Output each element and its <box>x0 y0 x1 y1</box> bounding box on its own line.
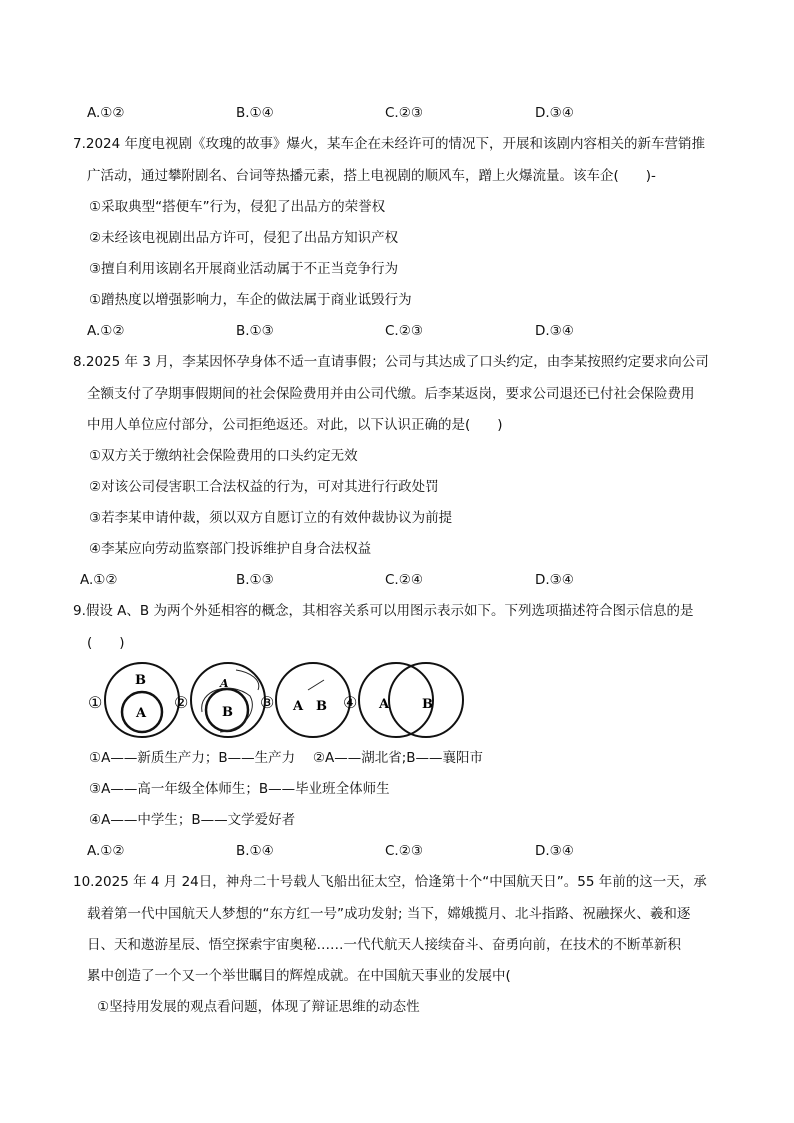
figure-label-3: ③ <box>260 693 275 712</box>
q8-option-a[interactable]: A.①② <box>80 572 118 588</box>
q10-statement-1: ①坚持用发展的观点看问题，体现了辩证思维的动态性 <box>97 999 420 1015</box>
fig3-scribble-mark <box>308 680 324 690</box>
q9-option-c[interactable]: C.②③ <box>385 843 423 859</box>
q9-option-b[interactable]: B.①④ <box>236 843 274 859</box>
q8-stem-line-3: 中用人单位应付部分，公司拒绝返还。对此，以下认识正确的是( ) <box>87 417 503 433</box>
q7-statement-2: ②未经该电视剧出品方许可，侵犯了出品方知识产权 <box>89 230 399 246</box>
q8-options <box>80 571 740 589</box>
q7-option-b[interactable]: B.①③ <box>236 323 274 339</box>
q9-statement-1-2: ①A——新质生产力；B——生产力 ②A——湖北省;B——襄阳市 <box>89 750 484 766</box>
q6-option-b[interactable]: B.①④ <box>236 105 274 121</box>
q8-option-d[interactable]: D.③④ <box>535 572 574 588</box>
fig1-label-a: A <box>136 706 147 721</box>
fig2-scribble-label: A <box>220 677 229 690</box>
q7-option-a[interactable]: A.①② <box>87 323 125 339</box>
fig3-label-b: B <box>316 699 327 714</box>
q10-stem-line-3: 日、天和遨游星辰、悟空探索宇宙奥秘……一代代航天人接续奋斗、奋勇向前，在技术的不断革新积 <box>87 937 681 953</box>
fig4-label-b: B <box>422 697 433 712</box>
q6-option-c[interactable]: C.②③ <box>385 105 423 121</box>
q7-statement-4: ①蹭热度以增强影响力，车企的做法属于商业诋毁行为 <box>89 292 412 308</box>
venn-diagram-figure <box>80 660 470 740</box>
q8-statement-3: ③若李某申请仲裁，须以双方自愿订立的有效仲裁协议为前提 <box>89 510 453 526</box>
q7-stem-line-1: 7.2024 年度电视剧《玫瑰的故事》爆火，某车企在未经许可的情况下，开展和该剧内容相关的新车营销推 <box>73 136 706 152</box>
q10-stem-line-4: 累中创造了一个又一个举世瞩目的辉煌成就。在中国航天事业的发展中( <box>87 968 511 984</box>
q9-option-d[interactable]: D.③④ <box>535 843 574 859</box>
q10-stem-line-2: 载着第一代中国航天人梦想的“东方红一号”成功发射; 当下，嫦娥揽月、北斗指路、祝融探火、羲和逐 <box>87 906 691 922</box>
q8-stem-line-1: 8.2025 年 3 月，李某因怀孕身体不适一直请事假；公司与其达成了口头约定，由李某按照约定要求向公司 <box>73 354 709 370</box>
q9-option-a[interactable]: A.①② <box>87 843 125 859</box>
fig3-circle-ab <box>276 663 350 737</box>
q9-options <box>87 842 747 860</box>
q7-options <box>87 322 747 340</box>
fig2-circle-a <box>191 663 265 737</box>
q8-statement-1: ①双方关于缴纳社会保险费用的口头约定无效 <box>89 448 358 464</box>
q7-stem-line-2: 广活动，通过攀附剧名、台词等热播元素，搭上电视剧的顺风车，蹭上火爆流量。该车企( )- <box>87 168 656 184</box>
fig1-label-b: B <box>135 673 146 688</box>
q8-option-b[interactable]: B.①③ <box>236 572 274 588</box>
fig4-label-a: A <box>379 697 390 712</box>
q6-options <box>87 104 747 122</box>
fig2-scribble-arc <box>236 670 259 690</box>
fig3-label-a: A <box>293 699 304 714</box>
q7-statement-3: ③擅自利用该剧名开展商业活动属于不正当竞争行为 <box>89 261 399 277</box>
q9-stem-line-1: 9.假设 A、B 为两个外延相容的概念，其相容关系可以用图示表示如下。下列选项描述符合图示信息的是 <box>73 603 694 619</box>
q8-statement-2: ②对该公司侵害职工合法权益的行为，可对其进行行政处罚 <box>89 479 439 495</box>
figure-label-1: ① <box>88 693 103 712</box>
figure-label-4: ④ <box>343 693 358 712</box>
q9-stem-line-2: ( ) <box>87 635 125 651</box>
q9-statement-3: ③A——高一年级全体师生；B——毕业班全体师生 <box>89 781 390 797</box>
figure-label-2: ② <box>174 693 189 712</box>
q7-option-d[interactable]: D.③④ <box>535 323 574 339</box>
q7-option-c[interactable]: C.②③ <box>385 323 423 339</box>
q7-statement-1: ①采取典型“搭便车”行为，侵犯了出品方的荣誉权 <box>89 199 386 215</box>
q10-stem-line-1: 10.2025 年 4 月 24日，神舟二十号载人飞船出征太空，恰逢第十个“中国航天日”。55 年前的这一天，承 <box>73 874 707 890</box>
q6-option-d[interactable]: D.③④ <box>535 105 574 121</box>
q9-statement-4: ④A——中学生；B——文学爱好者 <box>89 812 296 828</box>
q8-statement-4: ④李某应向劳动监察部门投诉维护自身合法权益 <box>89 541 372 557</box>
q8-stem-line-2: 全额支付了孕期事假期间的社会保险费用并由公司代缴。后李某返岗，要求公司退还已付社会保险费用 <box>87 386 695 402</box>
fig2-label-b: B <box>222 705 233 720</box>
q8-option-c[interactable]: C.②④ <box>385 572 423 588</box>
q6-option-a[interactable]: A.①② <box>87 105 125 121</box>
